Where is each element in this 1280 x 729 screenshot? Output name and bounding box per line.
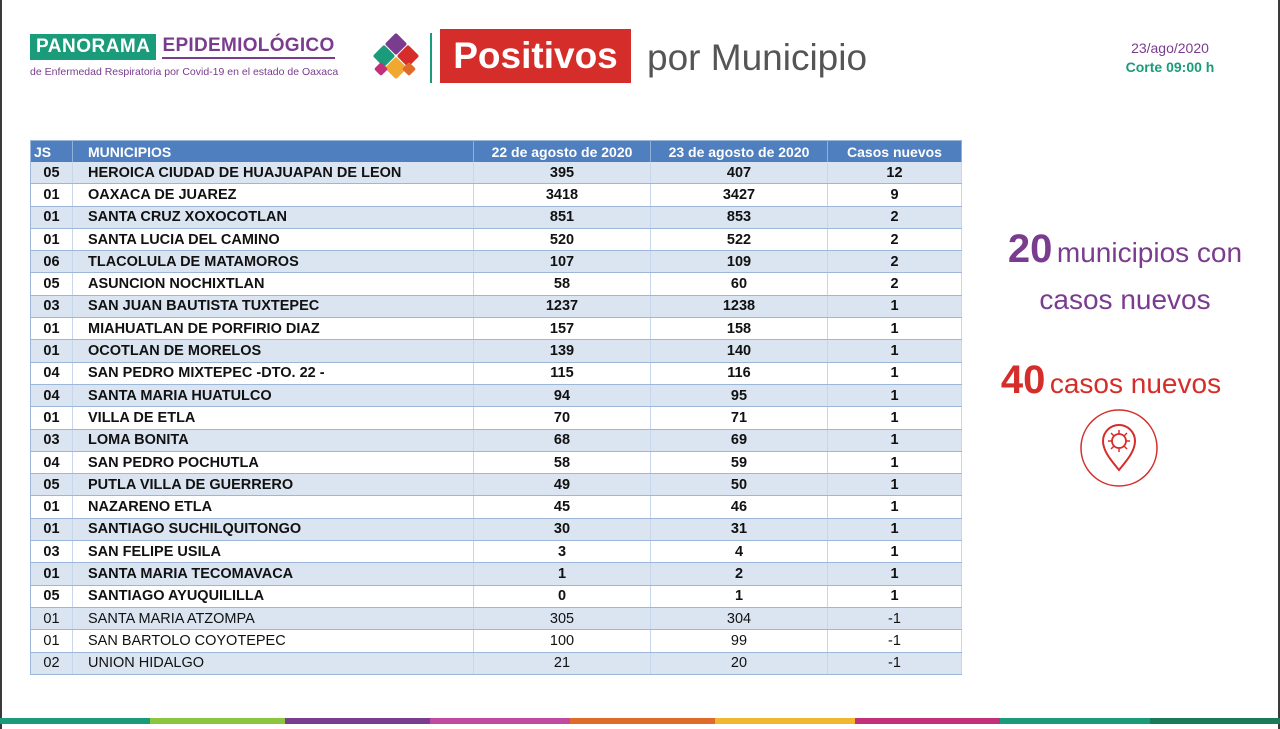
row-js: 01 [31,206,73,228]
table-row [31,607,962,629]
row-23-agosto: 2 [651,563,828,585]
cases-count: 40 [1000,358,1046,402]
row-casos-nuevos: 1 [828,429,962,451]
row-22-agosto: 3 [474,541,651,563]
table-row [31,563,962,585]
row-municipio: SAN PEDRO POCHUTLA [73,451,474,473]
table-row [31,518,962,540]
row-casos-nuevos: -1 [828,630,962,652]
row-municipio: SANTA MARIA ATZOMPA [73,607,474,629]
table-row [31,251,962,273]
row-municipio: SAN JUAN BAUTISTA TUXTEPEC [73,295,474,317]
logo-diamonds-icon [372,34,420,82]
table-row [31,541,962,563]
row-22-agosto: 520 [474,228,651,250]
row-23-agosto: 95 [651,384,828,406]
row-js: 01 [31,607,73,629]
row-23-agosto: 69 [651,429,828,451]
row-23-agosto: 46 [651,496,828,518]
row-23-agosto: 60 [651,273,828,295]
table-row [31,273,962,295]
row-23-agosto: 99 [651,630,828,652]
row-casos-nuevos: 12 [828,162,962,184]
report-cut-time: Corte 09:00 h [1125,59,1215,75]
row-23-agosto: 304 [651,607,828,629]
row-22-agosto: 305 [474,607,651,629]
row-casos-nuevos: 2 [828,206,962,228]
cases-text: casos nuevos [1049,368,1222,399]
row-js: 05 [31,162,73,184]
table-row [31,318,962,340]
table-row [31,474,962,496]
table-row [31,362,962,384]
table-row [31,384,962,406]
municipios-table [30,140,962,675]
row-js: 05 [31,585,73,607]
row-casos-nuevos: -1 [828,607,962,629]
table-header-row [31,141,962,163]
row-23-agosto: 853 [651,206,828,228]
row-municipio: OCOTLAN DE MORELOS [73,340,474,362]
row-casos-nuevos: 1 [828,541,962,563]
table-row [31,496,962,518]
row-23-agosto: 522 [651,228,828,250]
title-positivos: Positivos [440,29,631,83]
cases-stat [976,358,1246,403]
row-casos-nuevos: 1 [828,563,962,585]
row-municipio: PUTLA VILLA DE GUERRERO [73,474,474,496]
row-22-agosto: 3418 [474,184,651,206]
row-22-agosto: 395 [474,162,651,184]
table-row [31,407,962,429]
table-row [31,652,962,674]
row-js: 05 [31,474,73,496]
row-js: 04 [31,451,73,473]
row-municipio: SAN PEDRO MIXTEPEC -DTO. 22 - [73,362,474,384]
row-js: 01 [31,496,73,518]
table-row [31,206,962,228]
row-municipio: SAN FELIPE USILA [73,541,474,563]
row-23-agosto: 116 [651,362,828,384]
header-separator [430,33,432,83]
row-js: 03 [31,429,73,451]
row-js: 04 [31,384,73,406]
row-casos-nuevos: -1 [828,652,962,674]
row-22-agosto: 49 [474,474,651,496]
row-casos-nuevos: 1 [828,496,962,518]
header-22-agosto: 22 de agosto de 2020 [474,141,651,163]
row-casos-nuevos: 1 [828,295,962,317]
row-casos-nuevos: 1 [828,362,962,384]
row-js: 01 [31,407,73,429]
row-22-agosto: 100 [474,630,651,652]
header-23-agosto: 23 de agosto de 2020 [651,141,828,163]
row-municipio: OAXACA DE JUAREZ [73,184,474,206]
row-js: 01 [31,318,73,340]
row-js: 01 [31,228,73,250]
row-municipio: TLACOLULA DE MATAMOROS [73,251,474,273]
row-js: 01 [31,518,73,540]
row-23-agosto: 31 [651,518,828,540]
row-23-agosto: 71 [651,407,828,429]
row-js: 04 [31,362,73,384]
row-23-agosto: 20 [651,652,828,674]
row-casos-nuevos: 1 [828,451,962,473]
row-js: 01 [31,184,73,206]
row-casos-nuevos: 1 [828,384,962,406]
row-22-agosto: 851 [474,206,651,228]
row-js: 03 [31,541,73,563]
row-23-agosto: 1 [651,585,828,607]
row-municipio: NAZARENO ETLA [73,496,474,518]
row-js: 01 [31,630,73,652]
row-municipio: MIAHUATLAN DE PORFIRIO DIAZ [73,318,474,340]
row-22-agosto: 1 [474,563,651,585]
row-municipio: SANTIAGO AYUQUILILLA [73,585,474,607]
row-23-agosto: 4 [651,541,828,563]
row-municipio: LOMA BONITA [73,429,474,451]
row-23-agosto: 50 [651,474,828,496]
row-23-agosto: 140 [651,340,828,362]
row-casos-nuevos: 2 [828,273,962,295]
logo [30,34,430,84]
row-22-agosto: 139 [474,340,651,362]
table-row [31,162,962,184]
logo-panorama: PANORAMA [30,34,156,60]
row-casos-nuevos: 2 [828,228,962,250]
row-municipio: UNION HIDALGO [73,652,474,674]
row-22-agosto: 1237 [474,295,651,317]
bottom-color-bar [0,718,1280,724]
row-js: 05 [31,273,73,295]
page-border-left [0,0,2,729]
table-row [31,228,962,250]
row-22-agosto: 21 [474,652,651,674]
row-municipio: SAN BARTOLO COYOTEPEC [73,630,474,652]
row-22-agosto: 107 [474,251,651,273]
logo-epidemiologico: EPIDEMIOLÓGICO [162,35,334,59]
row-22-agosto: 45 [474,496,651,518]
row-municipio: VILLA DE ETLA [73,407,474,429]
report-date: 23/ago/2020 [1131,40,1209,56]
row-municipio: SANTA LUCIA DEL CAMINO [73,228,474,250]
row-22-agosto: 30 [474,518,651,540]
row-casos-nuevos: 9 [828,184,962,206]
row-23-agosto: 3427 [651,184,828,206]
table-row [31,184,962,206]
row-23-agosto: 407 [651,162,828,184]
row-22-agosto: 58 [474,451,651,473]
header-js: JS [31,141,73,163]
logo-subtitle: de Enfermedad Respiratoria por Covid-19 en el estado de Oaxaca [30,66,339,78]
row-22-agosto: 157 [474,318,651,340]
row-casos-nuevos: 1 [828,340,962,362]
row-22-agosto: 115 [474,362,651,384]
row-22-agosto: 0 [474,585,651,607]
row-municipio: SANTA MARIA HUATULCO [73,384,474,406]
row-22-agosto: 58 [474,273,651,295]
municipios-stat [980,228,1270,326]
virus-location-icon [1079,408,1159,488]
municipios-text1: municipios con [1056,237,1243,268]
header-municipios: MUNICIPIOS [73,141,474,163]
row-23-agosto: 158 [651,318,828,340]
table-row [31,429,962,451]
row-22-agosto: 68 [474,429,651,451]
row-municipio: HEROICA CIUDAD DE HUAJUAPAN DE LEON [73,162,474,184]
row-casos-nuevos: 1 [828,474,962,496]
logo-title-line [30,34,335,60]
row-22-agosto: 70 [474,407,651,429]
table-row [31,451,962,473]
row-municipio: SANTIAGO SUCHILQUITONGO [73,518,474,540]
row-23-agosto: 109 [651,251,828,273]
row-js: 06 [31,251,73,273]
table-row [31,630,962,652]
table-row [31,585,962,607]
row-casos-nuevos: 1 [828,318,962,340]
table-row [31,340,962,362]
row-js: 03 [31,295,73,317]
row-23-agosto: 59 [651,451,828,473]
row-casos-nuevos: 1 [828,585,962,607]
row-23-agosto: 1238 [651,295,828,317]
row-22-agosto: 94 [474,384,651,406]
municipios-count: 20 [1007,227,1053,271]
row-municipio: SANTA CRUZ XOXOCOTLAN [73,206,474,228]
title-por-municipio: por Municipio [647,37,868,78]
row-municipio: ASUNCION NOCHIXTLAN [73,273,474,295]
row-js: 02 [31,652,73,674]
row-js: 01 [31,340,73,362]
header-casos-nuevos: Casos nuevos [828,141,962,163]
row-casos-nuevos: 1 [828,518,962,540]
table-row [31,295,962,317]
row-casos-nuevos: 2 [828,251,962,273]
row-municipio: SANTA MARIA TECOMAVACA [73,563,474,585]
row-casos-nuevos: 1 [828,407,962,429]
municipios-text2: casos nuevos [1039,284,1211,315]
row-js: 01 [31,563,73,585]
